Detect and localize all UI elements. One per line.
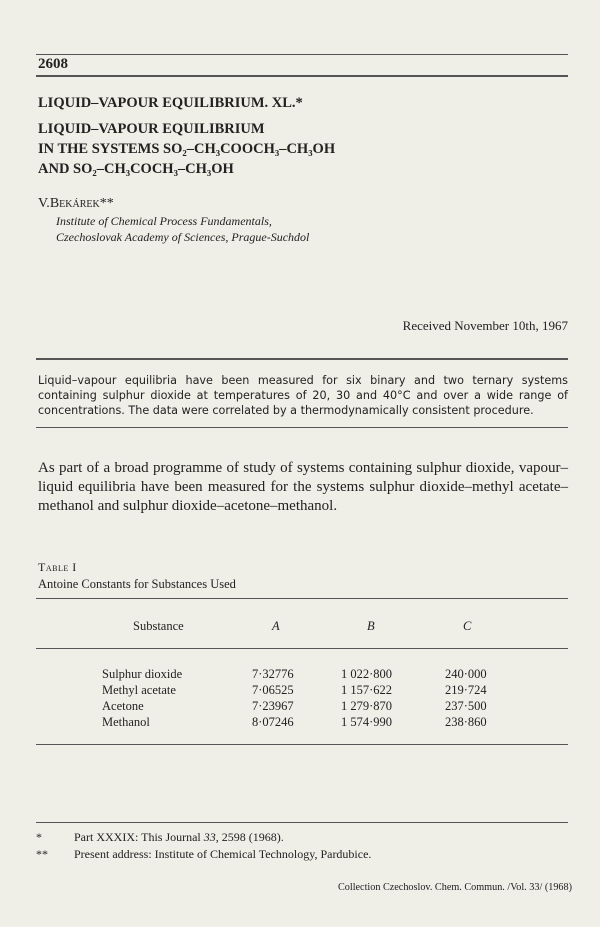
author-surname: Bekárek	[49, 196, 100, 211]
journal-citation: Collection Czechoslov. Chem. Commun. /Vol. 33/ (1968)	[337, 882, 572, 893]
title-line: IN THE SYSTEMS SO₂–CH₃COOCH₃–CH₃OH	[38, 141, 336, 157]
column-header-substance: Substance	[133, 619, 184, 633]
table-top-rule	[36, 598, 568, 599]
table-cell-c: 240·000	[445, 667, 487, 681]
author-name	[38, 196, 114, 212]
affiliation-line: Institute of Chemical Process Fundamentals,	[56, 214, 272, 228]
table-header-rule	[36, 648, 568, 649]
table-cell-substance: Methyl acetate	[102, 683, 176, 697]
table-caption: Antoine Constants for Substances Used	[38, 577, 236, 591]
table-cell-b: 1 574·990	[341, 715, 393, 729]
footnote-mark: *	[36, 830, 42, 844]
table-cell-a: 7·32776	[252, 667, 294, 681]
table-cell-b: 1 157·622	[341, 683, 393, 697]
page-number: 2608	[38, 56, 68, 72]
affiliation	[56, 213, 309, 245]
table-bottom-rule	[36, 744, 568, 745]
series-title: LIQUID–VAPOUR EQUILIBRIUM. XL.*	[38, 95, 303, 111]
intro-paragraph: As part of a broad programme of study of systems containing sulphur dioxide, vapour–liquid equilibria have been measured for the systems sulphur dioxide–methyl acetate–methanol and sulphur dioxide–acetone–methanol.	[38, 460, 568, 514]
table-cell-b: 1 279·870	[341, 699, 393, 713]
top-rule-thin	[36, 54, 568, 55]
table-label: Table I	[38, 560, 77, 574]
table-cell-a: 8·07246	[252, 715, 294, 729]
author-initial: V.	[38, 196, 50, 211]
table-cell-a: 7·06525	[252, 683, 294, 697]
table-cell-c: 237·500	[445, 699, 487, 713]
author-footnote-mark: **	[99, 196, 114, 211]
footnote-text-part: Part XXXIX: This Journal	[74, 830, 204, 844]
title-line: AND SO₂–CH₃COCH₃–CH₃OH	[38, 161, 234, 177]
title-line: LIQUID–VAPOUR EQUILIBRIUM	[38, 121, 265, 137]
footnote-volume: 33,	[203, 830, 219, 844]
footnote-text	[74, 830, 284, 845]
table-cell-substance: Methanol	[102, 715, 150, 729]
received-date: Received November 10th, 1967	[402, 318, 568, 333]
footnote-text	[74, 847, 371, 862]
table-cell-c: 219·724	[445, 683, 487, 697]
abstract-top-rule	[36, 358, 568, 360]
abstract: Liquid–vapour equilibria have been measured for six binary and two ternary systems containing sulphur dioxide at temperatures of 20, 30 and 40°C and over a wide range of concentrations. The data were correlated by a thermodynamically consistent procedure.	[38, 374, 568, 417]
column-header-a: A	[272, 619, 280, 633]
column-header-b: B	[367, 619, 375, 633]
footnote-rule	[36, 822, 568, 823]
abstract-bottom-rule	[36, 427, 568, 428]
table-cell-substance: Acetone	[102, 699, 144, 713]
column-header-c: C	[463, 619, 472, 633]
article-title	[38, 93, 558, 179]
footnote-text-part: 2598 (1968).	[218, 830, 284, 844]
table-cell-a: 7·23967	[252, 699, 294, 713]
table-cell-c: 238·860	[445, 715, 487, 729]
table-cell-substance: Sulphur dioxide	[102, 667, 183, 681]
footnote-text-part: Present address: Institute of Chemical Technology, Pardubice.	[74, 847, 372, 861]
footnote-mark: **	[36, 847, 48, 861]
affiliation-line: Czechoslovak Academy of Sciences, Prague-Suchdol	[56, 230, 310, 244]
table-cell-b: 1 022·800	[341, 667, 393, 681]
top-rule-thick	[36, 75, 568, 77]
